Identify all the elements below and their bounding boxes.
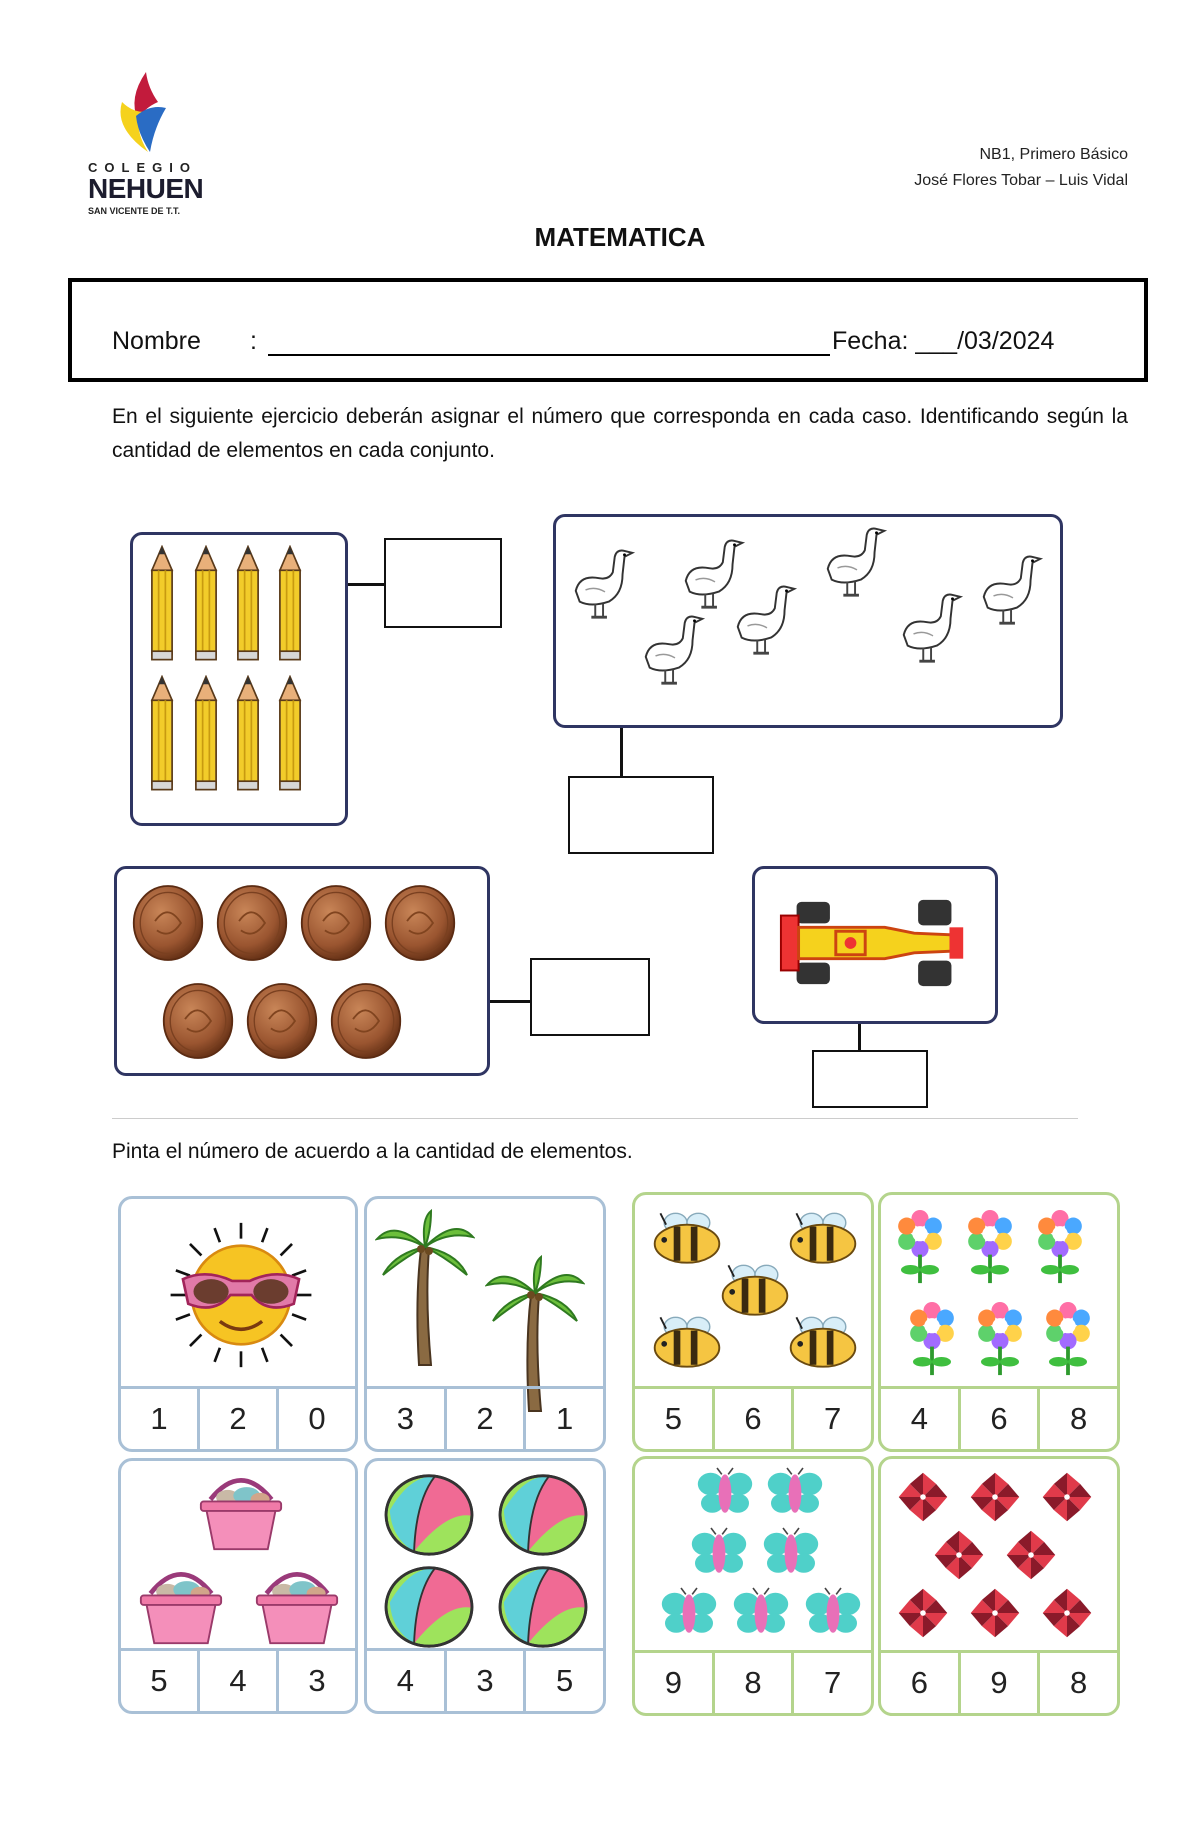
counting-card — [118, 1458, 358, 1714]
pinwheel-icon — [931, 1527, 987, 1583]
card-picture — [121, 1461, 355, 1651]
pencil-icon — [231, 545, 265, 663]
goose-icon — [676, 537, 754, 615]
number-option[interactable]: 6 — [910, 1665, 928, 1700]
school-logo — [88, 68, 208, 218]
counting-card — [632, 1192, 874, 1452]
flower-icon — [1031, 1209, 1089, 1285]
number-option[interactable]: 6 — [958, 1389, 1038, 1449]
number-option[interactable]: 4 — [396, 1663, 414, 1698]
number-options — [635, 1386, 871, 1449]
pencil-icon — [273, 545, 307, 663]
answer-box-coins[interactable] — [530, 958, 650, 1036]
card-picture — [121, 1199, 355, 1389]
connector-line — [858, 1024, 861, 1052]
flame-logo-icon — [88, 68, 208, 158]
bee-icon — [717, 1261, 793, 1319]
butterfly-icon — [693, 1467, 757, 1517]
butterfly-icon — [759, 1527, 823, 1577]
pinwheel-icon — [967, 1469, 1023, 1525]
butterfly-icon — [801, 1587, 865, 1637]
card-picture — [367, 1199, 603, 1389]
connector-line — [620, 728, 623, 776]
counting-card — [878, 1192, 1120, 1452]
answer-box-geese[interactable] — [568, 776, 714, 854]
goose-icon — [566, 547, 644, 625]
pinwheel-icon — [967, 1585, 1023, 1641]
number-options — [881, 1386, 1117, 1449]
header-info — [914, 142, 1128, 194]
pencil-icon — [273, 675, 307, 793]
coin-set — [114, 866, 490, 1076]
counting-card — [632, 1456, 874, 1716]
number-option[interactable]: 2 — [197, 1389, 276, 1449]
card-picture — [881, 1195, 1117, 1385]
basket-icon — [133, 1561, 229, 1647]
logo-text-sub: SAN VICENTE DE T.T. — [88, 206, 181, 216]
number-option[interactable]: 9 — [958, 1653, 1038, 1713]
name-field[interactable] — [268, 354, 830, 356]
goose-set — [553, 514, 1063, 728]
bee-icon — [785, 1209, 861, 1267]
connector-line — [490, 1000, 532, 1003]
number-option[interactable]: 2 — [444, 1389, 524, 1449]
butterfly-icon — [687, 1527, 751, 1577]
basket-icon — [249, 1561, 345, 1647]
race-car-set — [752, 866, 998, 1024]
exercise1-instructions: En el siguiente ejercicio deberán asignar el número que corresponda en cada caso. Identificando según la cantidad de elementos en cada conjunto. — [112, 405, 1128, 462]
number-options — [121, 1648, 355, 1711]
number-option[interactable]: 4 — [910, 1401, 928, 1436]
number-options — [367, 1386, 603, 1449]
counting-card — [118, 1196, 358, 1452]
pencil-set — [130, 532, 348, 826]
card-picture — [635, 1195, 871, 1385]
coin-icon — [161, 981, 235, 1061]
page-title: MATEMATICA — [534, 222, 706, 252]
number-option[interactable]: 0 — [276, 1389, 355, 1449]
number-option[interactable]: 8 — [712, 1653, 792, 1713]
course-label: NB1, Primero Básico — [979, 146, 1128, 163]
number-option[interactable]: 7 — [791, 1653, 871, 1713]
card-picture — [881, 1459, 1117, 1649]
beach-ball-icon — [381, 1473, 477, 1557]
coin-icon — [245, 981, 319, 1061]
sun-icon — [153, 1215, 329, 1375]
number-option[interactable]: 5 — [664, 1401, 682, 1436]
flower-icon — [971, 1301, 1029, 1377]
number-option[interactable]: 7 — [791, 1389, 871, 1449]
goose-icon — [818, 525, 896, 603]
pinwheel-icon — [1039, 1585, 1095, 1641]
pinwheel-icon — [1039, 1469, 1095, 1525]
number-option[interactable]: 9 — [664, 1665, 682, 1700]
card-picture — [367, 1461, 603, 1651]
section-divider — [112, 1118, 1078, 1119]
beach-ball-icon — [381, 1565, 477, 1649]
palm-tree-icon — [375, 1209, 475, 1369]
number-option[interactable]: 1 — [150, 1401, 168, 1436]
basket-icon — [193, 1467, 289, 1553]
race-car-icon — [777, 893, 973, 993]
bee-icon — [785, 1313, 861, 1371]
counting-card — [364, 1196, 606, 1452]
number-option[interactable]: 6 — [712, 1389, 792, 1449]
number-option[interactable]: 5 — [150, 1663, 168, 1698]
number-option[interactable]: 8 — [1037, 1653, 1117, 1713]
pencil-icon — [145, 675, 179, 793]
number-options — [367, 1648, 603, 1711]
logo-text-top: COLEGIO — [88, 160, 197, 175]
pencil-icon — [189, 675, 223, 793]
number-option[interactable]: 4 — [197, 1651, 276, 1711]
answer-box-pencils[interactable] — [384, 538, 502, 628]
butterfly-icon — [729, 1587, 793, 1637]
flower-icon — [891, 1209, 949, 1285]
card-picture — [635, 1459, 871, 1649]
beach-ball-icon — [495, 1473, 591, 1557]
coin-icon — [383, 883, 457, 963]
beach-ball-icon — [495, 1565, 591, 1649]
exercise2-instructions: Pinta el número de acuerdo a la cantidad de elementos. — [112, 1140, 633, 1163]
coin-icon — [329, 981, 403, 1061]
butterfly-icon — [763, 1467, 827, 1517]
connector-line — [348, 583, 384, 586]
pinwheel-icon — [1003, 1527, 1059, 1583]
butterfly-icon — [657, 1587, 721, 1637]
bee-icon — [649, 1209, 725, 1267]
pencil-icon — [145, 545, 179, 663]
number-options — [635, 1650, 871, 1713]
name-label: Nombre — [112, 327, 201, 355]
goose-icon — [636, 613, 714, 691]
number-option[interactable]: 5 — [523, 1651, 603, 1711]
number-option[interactable]: 8 — [1037, 1389, 1117, 1449]
number-options — [121, 1386, 355, 1449]
number-option[interactable]: 3 — [276, 1651, 355, 1711]
number-option[interactable]: 3 — [396, 1401, 414, 1436]
flower-icon — [903, 1301, 961, 1377]
answer-box-car[interactable] — [812, 1050, 928, 1108]
teachers-label: José Flores Tobar – Luis Vidal — [914, 172, 1128, 189]
coin-icon — [131, 883, 205, 963]
date-field[interactable]: Fecha: ___/03/2024 — [832, 327, 1055, 355]
pencil-icon — [189, 545, 223, 663]
flower-icon — [961, 1209, 1019, 1285]
flower-icon — [1039, 1301, 1097, 1377]
goose-icon — [974, 553, 1052, 631]
pencil-icon — [231, 675, 265, 793]
coin-icon — [215, 883, 289, 963]
counting-card — [364, 1458, 606, 1714]
number-option[interactable]: 3 — [444, 1651, 524, 1711]
coin-icon — [299, 883, 373, 963]
pinwheel-icon — [895, 1585, 951, 1641]
number-options — [881, 1650, 1117, 1713]
number-option[interactable]: 1 — [523, 1389, 603, 1449]
name-colon: : — [250, 327, 257, 355]
bee-icon — [649, 1313, 725, 1371]
pinwheel-icon — [895, 1469, 951, 1525]
counting-card — [878, 1456, 1120, 1716]
logo-text-name: NEHUEN — [88, 173, 204, 204]
goose-icon — [894, 591, 972, 669]
